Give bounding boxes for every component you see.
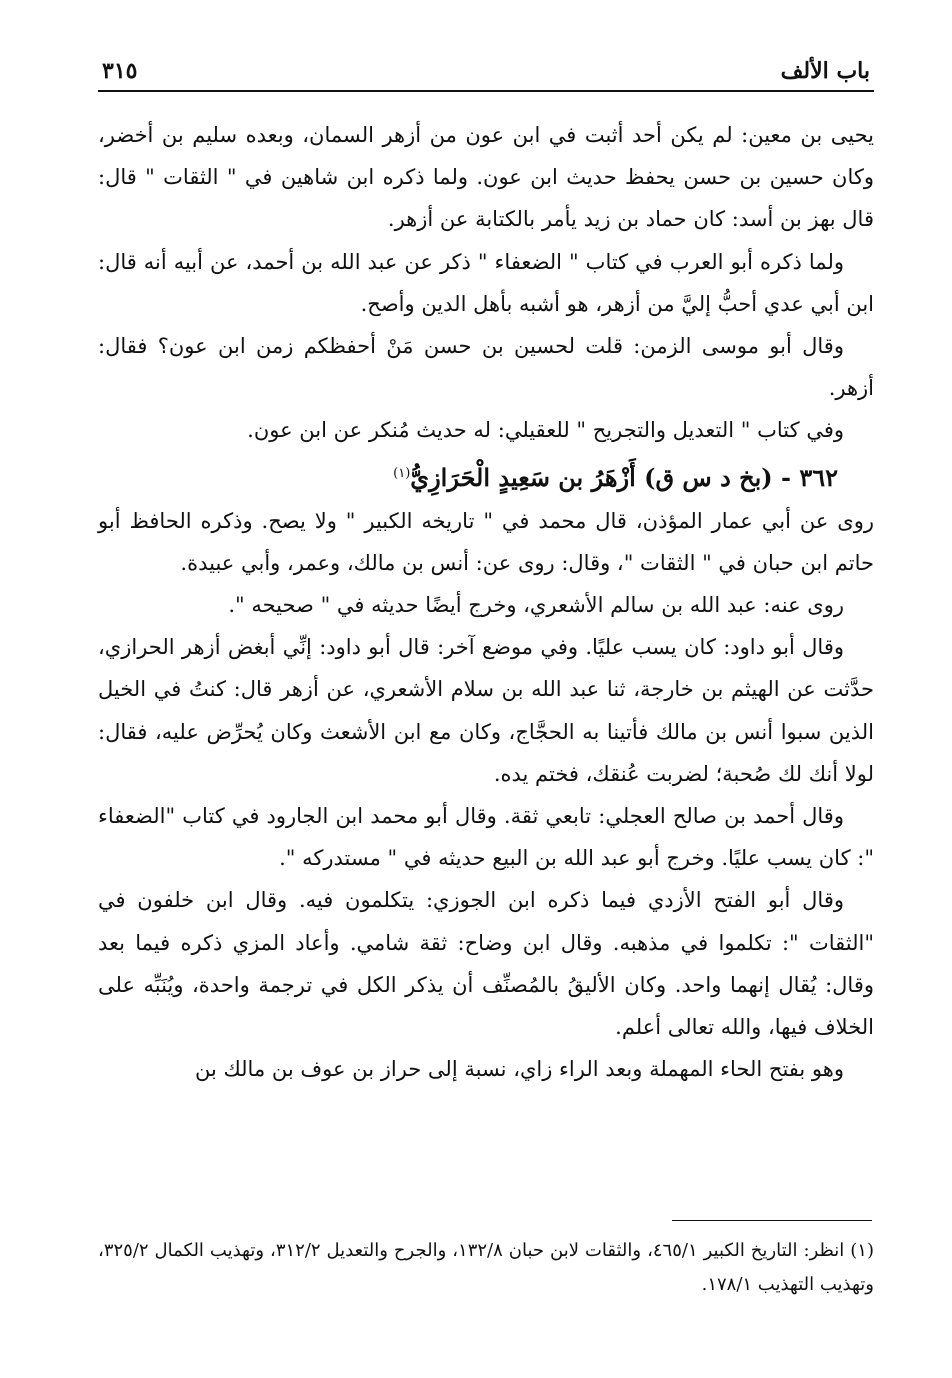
page-number: ٣١٥ [102,58,138,84]
paragraph: وقال أبو داود: كان يسب عليًا. وفي موضع آخر: قال أبو داود: إنِّي أبغض أزهر الحرازي، حدَّثت عن الهيثم بن خارجة، ثنا عبد الله بن سلام الأشعري، عن أزهر قال: كنتُ في الخيل الذين سبوا أنس بن مالك فأتينا به الحجَّاج، وكان مع ابن الأشعث وكان يُحرِّض عليه، فقال: لولا أنك لك صُحبة؛ لضربت عُنقك، فختم يده. [98,635,874,786]
paragraph: روى عنه: عبد الله بن سالم الأشعري، وخرج أيضًا حديثه في " صحيحه ". [228,593,844,618]
footnotes [98,1234,874,1302]
book-page [98,54,874,1334]
footnote-divider [672,1220,872,1221]
paragraph: وقال أبو الفتح الأزدي فيما ذكره ابن الجوزي: يتكلمون فيه. وقال ابن خلفون في "الثقات ": تكلموا في مذهبه. وقال ابن وضاح: ثقة شامي. وأعاد المزي ذكره فيما بعد وقال: يُقال إنهما واحد. وكان الأليقُ بالمُصنِّف أن يذكر الكل في ترجمة واحدة، ويُنَبِّه على الخلاف فيها، والله تعالى أعلم. [98,888,874,1040]
footnote: (١) انظر: التاريخ الكبير ٤٦٥/١، والثقات لابن حبان ١٣٢/٨، والجرح والتعديل ٣١٢/٢، وتهذيب الكمال ٣٢٥/٢، وتهذيب التهذيب ١٧٨/١. [98,1240,874,1295]
footnote-reference[interactable]: (١) [393,465,411,481]
chapter-title: باب الألف [780,58,870,84]
entry-heading [98,452,874,500]
paragraph: وهو بفتح الحاء المهملة وبعد الراء زاي، نسبة إلى حراز بن عوف بن مالك بن [194,1057,844,1082]
paragraph: وفي كتاب " التعديل والتجريح " للعقيلي: له حديث مُنكر عن ابن عون. [247,418,844,443]
paragraph: روى عن أبي عمار المؤذن، قال محمد في " تاريخه الكبير " ولا يصح. وذكره الحافظ أبو حاتم ابن حبان في " الثقات "، وقال: روى عن: أنس بن مالك، وعمر، وأبي عبيدة. [98,508,874,575]
entry-heading-text: ٣٦٢ - (بخ د س ق) أَزْهَرُ بن سَعِيدٍ الْحَرَازِيُّ [410,462,838,492]
paragraph: وقال أحمد بن صالح العجلي: تابعي ثقة. وقال أبو محمد ابن الجارود في كتاب "الضعفاء ": كان يسب عليًا. وخرج أبو عبد الله بن البيع حديثه في " مستدركه ". [98,804,874,871]
paragraph: يحيى بن معين: لم يكن أحد أثبت في ابن عون من أزهر السمان، وبعده سليم بن أخضر، وكان حسين بن حسن يحفظ حديث ابن عون. ولما ذكره ابن شاهين في " الثقات " قال: قال بهز بن أسد: كان حماد بن زيد يأمر بالكتابة عن أزهر. [98,123,874,232]
paragraph: وقال أبو موسى الزمن: قلت لحسين بن حسن مَنْ أحفظكم زمن ابن عون؟ فقال: أزهر. [98,334,874,401]
main-text [98,114,874,1090]
paragraph: ولما ذكره أبو العرب في كتاب " الضعفاء " ذكر عن عبد الله بن أحمد، عن أبيه أنه قال: ابن أبي عدي أحبُّ إليَّ من أزهر، هو أشبه بأهل الدين وأصح. [98,249,874,316]
running-header [98,54,874,92]
